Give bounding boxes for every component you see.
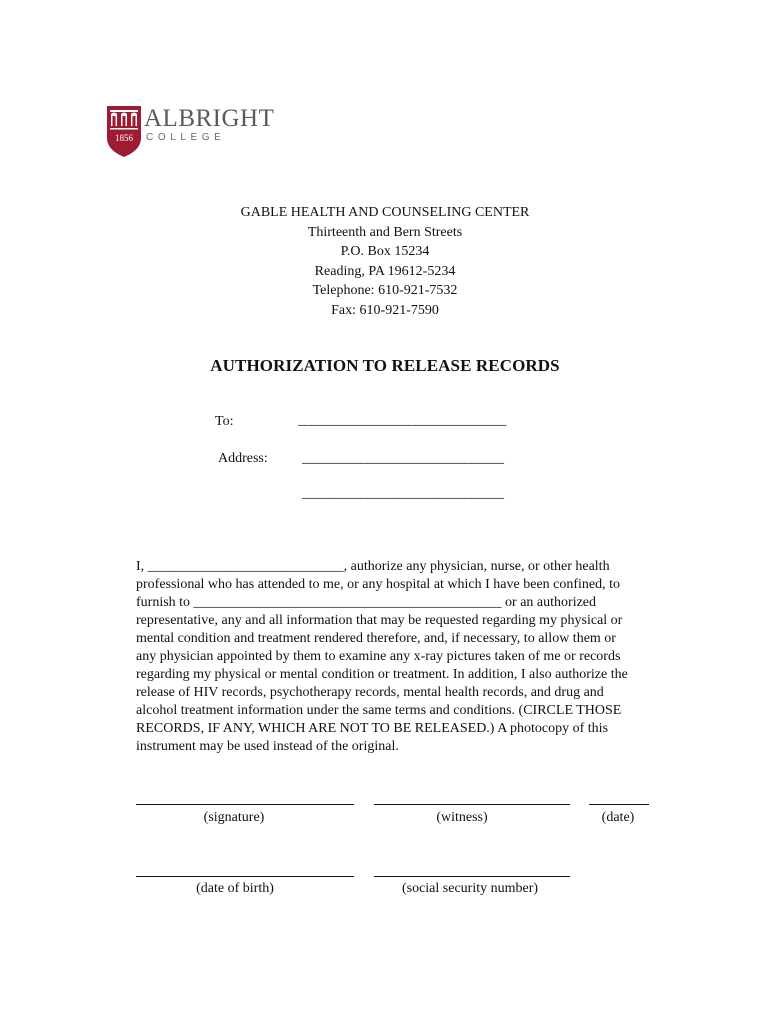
telephone: Telephone: 610-921-7532	[312, 283, 458, 299]
signature-label: (signature)	[203, 810, 265, 825]
paragraph-line: alcohol treatment information under the same terms and conditions. (CIRCLE THOSE	[136, 703, 622, 718]
albright-college-logo	[106, 104, 286, 164]
paragraph-line: release of HIV records, psychotherapy records, mental health records, and drug and	[136, 685, 604, 700]
paragraph-line: representative, any and all information that may be requested regarding my physical or	[136, 613, 623, 628]
street-address: Thirteenth and Bern Streets	[307, 224, 463, 240]
paragraph-line: professional who has attended to me, or any hospital at which I have been confined, to	[136, 577, 621, 592]
address-field-line-2[interactable]: _______________________________	[302, 486, 504, 501]
date-of-birth-line[interactable]	[136, 876, 354, 877]
to-field[interactable]: ________________________________	[298, 413, 506, 428]
authorization-paragraph	[136, 558, 676, 756]
paragraph-line: furnish to ____________________________________________ or an authorized	[136, 595, 597, 610]
paragraph-line: RECORDS, IF ANY, WHICH ARE NOT TO BE RELEASED.) A photocopy of this	[136, 721, 609, 736]
logo-subname: COLLEGE	[146, 132, 226, 143]
witness-line[interactable]	[374, 804, 570, 805]
to-label: To:	[215, 414, 234, 429]
ssn-line[interactable]	[374, 876, 570, 877]
witness-label: (witness)	[436, 810, 488, 825]
date-label: (date)	[601, 810, 635, 825]
paragraph-line: mental condition and treatment rendered therefore, and, if necessary, to allow them or	[136, 631, 616, 646]
paragraph-line: any physician appointed by them to examine any x-ray pictures taken of me or records	[136, 649, 621, 664]
college-shield-icon	[106, 104, 142, 158]
city-state-zip: Reading, PA 19612-5234	[314, 263, 456, 279]
address-label: Address:	[218, 451, 268, 466]
center-name: GABLE HEALTH AND COUNSELING CENTER	[240, 205, 530, 220]
ssn-label: (social security number)	[401, 881, 539, 896]
date-of-birth-label: (date of birth)	[196, 881, 274, 896]
page-title: AUTHORIZATION TO RELEASE RECORDS	[210, 356, 560, 375]
fax: Fax: 610-921-7590	[331, 302, 439, 318]
center-address-block	[0, 203, 770, 321]
po-box: P.O. Box 15234	[340, 244, 430, 260]
paragraph-line: regarding my physical or mental condition or treatment. In addition, I also authorize the	[136, 667, 628, 682]
address-field-line-1[interactable]: _______________________________	[302, 451, 504, 466]
paragraph-line: I, ____________________________, authorize any physician, nurse, or other health	[136, 559, 610, 574]
date-line[interactable]	[589, 804, 649, 805]
logo-year: 1856	[115, 133, 133, 143]
signature-line[interactable]	[136, 804, 354, 805]
paragraph-line: instrument may be used instead of the original.	[136, 739, 399, 754]
logo-name: ALBRIGHT	[144, 105, 275, 132]
